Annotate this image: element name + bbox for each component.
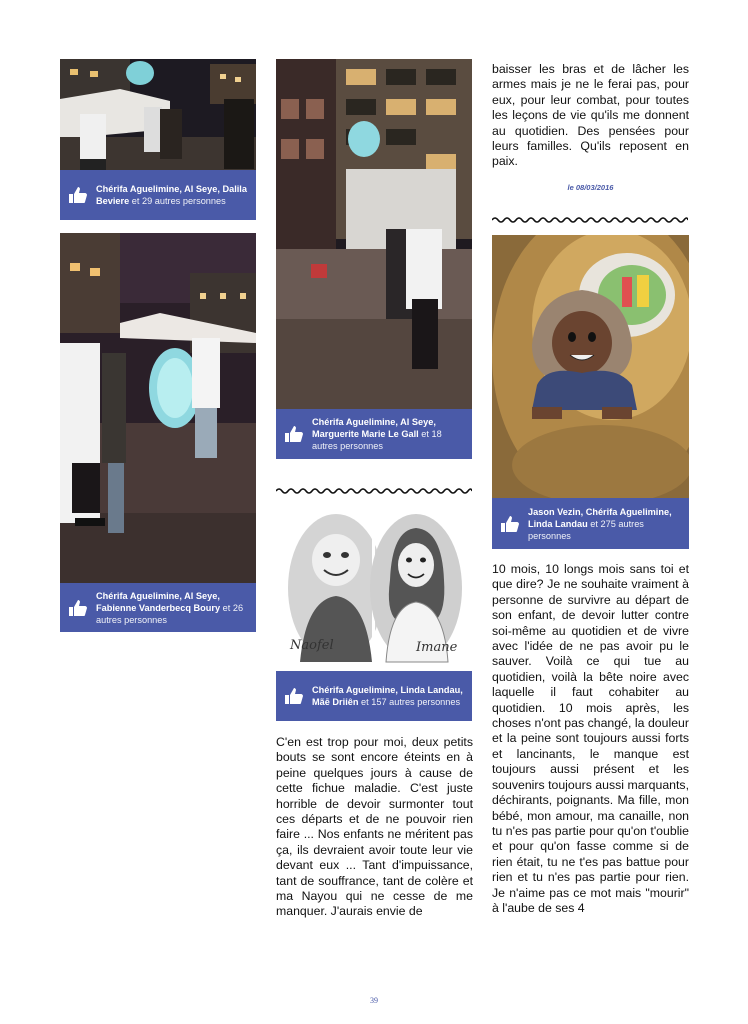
like-names: Jason Vezin, Chérifa Aguelimine, Linda Landau: [528, 506, 672, 529]
like-count: et 29 autres personnes: [129, 196, 226, 206]
like-text-post1: [96, 183, 248, 207]
wavy-divider: [492, 216, 688, 224]
like-names: Chérifa Aguelimine, Al Seye, Dalila Beviere: [96, 184, 247, 206]
like-names: Chérifa Aguelimine, Al Seye, Fabienne Vanderbecq Boury: [96, 590, 221, 613]
like-bar-post3: [276, 409, 472, 459]
wavy-divider: [276, 487, 472, 495]
portrait-name-left: Naofel: [290, 638, 334, 653]
like-names: Chérifa Aguelimine, Al Seye, Marguerite Marie Le Gall: [312, 417, 436, 439]
like-text-post5: [528, 506, 681, 542]
like-bar-post5: [492, 498, 689, 549]
like-text-post2: [96, 590, 248, 626]
right-column-top-text: baisser les bras et de lâcher les armes mais je ne le ferai pas, pour eux, pour leur combat, pour toutes les leçons de vie qu'ils me donnent au quotidien. Des pensées pour leurs familles. Qu'ils reposent en paix.: [492, 62, 689, 169]
like-count: et 275 autres personnes: [528, 518, 644, 541]
post-date: le 08/03/2016: [567, 183, 614, 192]
thumbs-up-icon: [68, 599, 88, 617]
right-column-bottom-text: 10 mois, 10 longs mois sans toi et que dire? Je ne souhaite vraiment à personne de survivre au départ de son enfant, de devoir lutter contre soi-même au quotidien et de vivre avec l'idée de ne pas avoir pu le sauver. Voilà ce qui tue au quotidien, voilà la bête noire avec laquelle il faut cohabiter au quotidien. 10 mois après, les choses n'ont pas changé, la douleur et la peine sont toujours aussi forts et lancinants, le manque est toujours aussi présent et les souvenirs toujours aussi marquants, déchirants, poignants. Ma fille, mon bébé, mon amour, ma canaille, non tu n'es pas partie pour qu'on t'oublie et pour qu'on fasse comme si de rien était, tu ne t'es pas battue pour rien et tu n'es pas partie pour rien. Je n'aime pas ce mot mais "mourir" à l'aube de ses 4: [492, 562, 689, 915]
page-number: 39: [370, 996, 378, 1005]
thumbs-up-icon: [284, 687, 304, 705]
like-names: Chérifa Aguelimine, Linda Landau, Mãē Driiên: [312, 685, 463, 707]
like-bar-post2: [60, 583, 256, 632]
portrait-name-right: Imane: [416, 640, 458, 655]
thumbs-up-icon: [500, 515, 520, 533]
photo-lantern-launch: [60, 233, 256, 583]
photo-lanterns-street-1: [60, 59, 256, 170]
like-text-post3: [312, 416, 464, 452]
like-count: et 18 autres personnes: [312, 429, 442, 451]
photo-lantern-square: [276, 59, 472, 409]
like-text-post4: [312, 684, 464, 708]
thumbs-up-icon: [68, 186, 88, 204]
like-count: et 26 autres personnes: [96, 602, 244, 625]
like-bar-post4: [276, 671, 472, 721]
middle-column-text: C'en est trop pour moi, deux petits bouts se sont encore éteints en à peine quelques jours à cause de cette fichue maladie. C'est juste horrible de devoir surmonter tout ces départs et de ne pouvoir rien faire ... Nos enfants ne méritent pas ça, ils devraient avoir toute leur vie devant eux ... Tant d'impuissance, tant de souffrance, tant de colère et ma Nayou qui ne cesse de me manquer. J'aurais envie de: [276, 735, 473, 919]
photo-girl-in-tunnel: [492, 235, 689, 498]
like-count: et 157 autres personnes: [358, 697, 461, 707]
thumbs-up-icon: [284, 425, 304, 443]
like-bar-post1: [60, 170, 256, 220]
